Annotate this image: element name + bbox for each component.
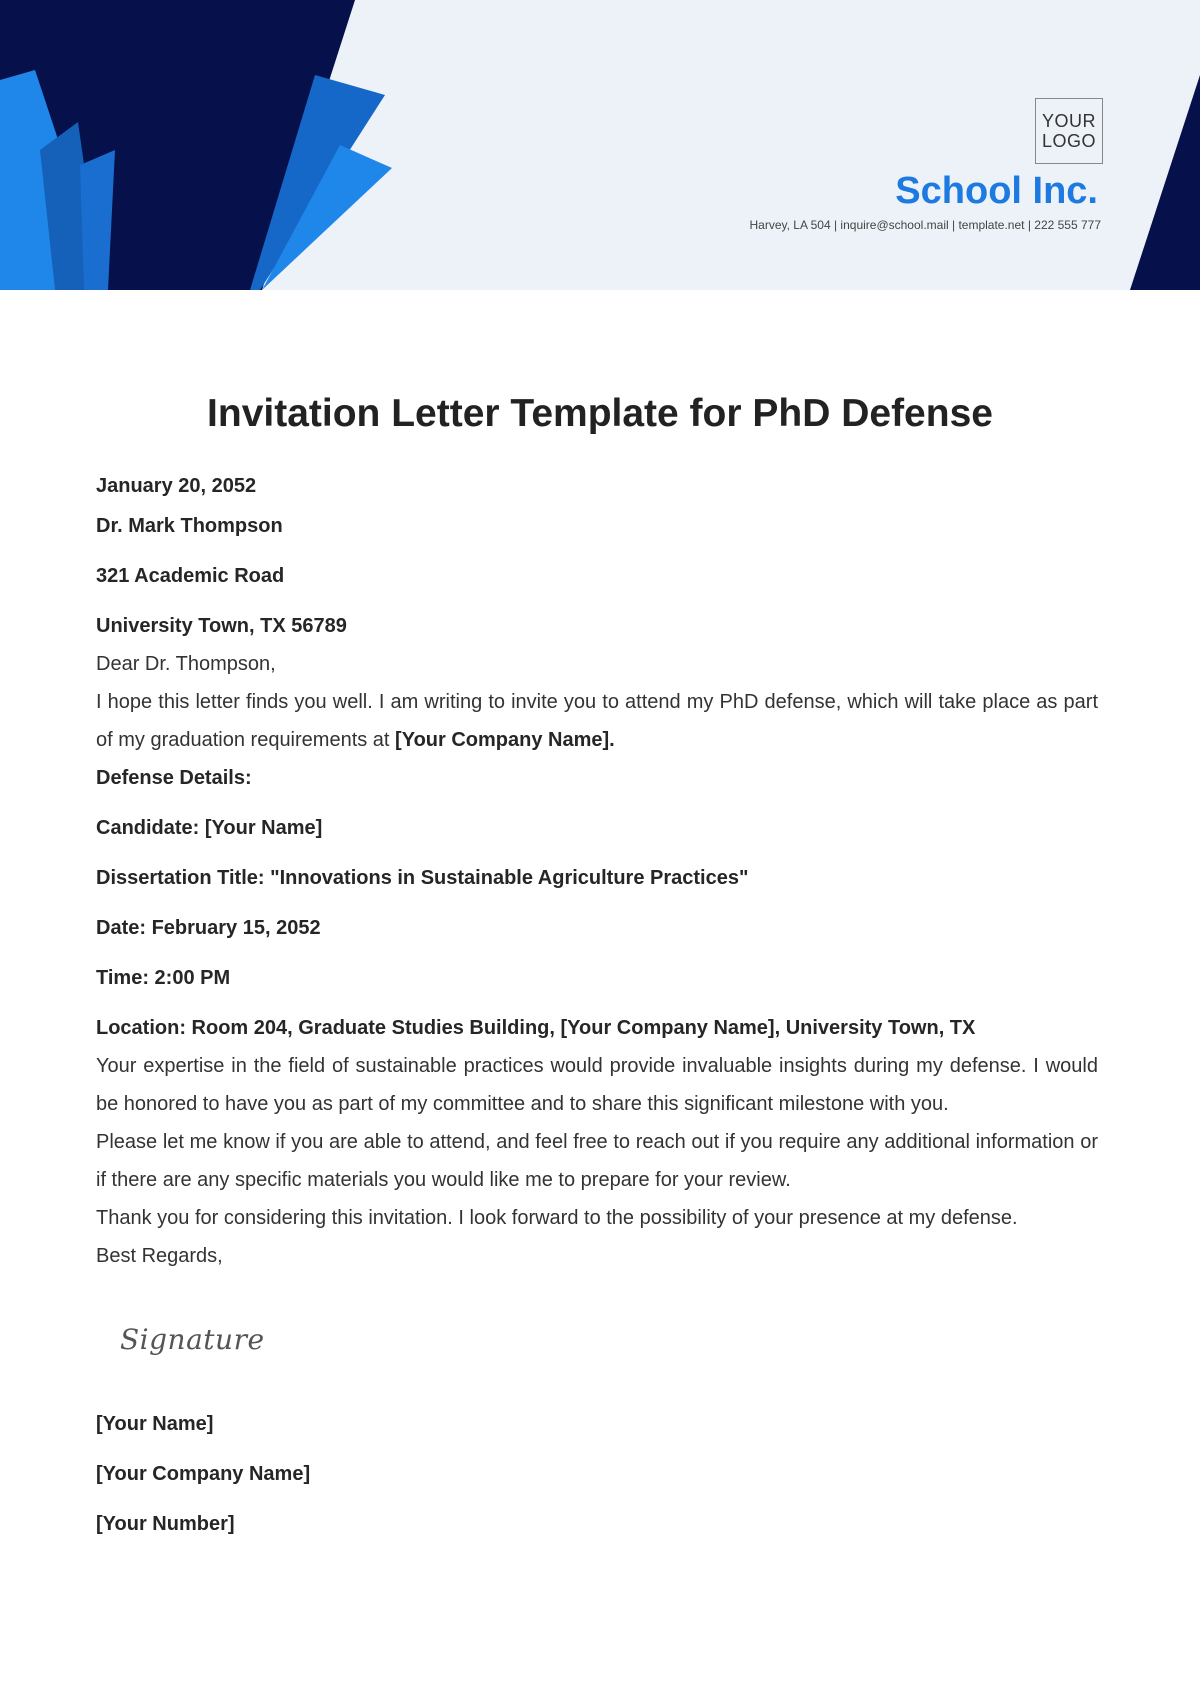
detail-candidate: Candidate: [Your Name] bbox=[96, 817, 323, 839]
expertise-paragraph: Your expertise in the field of sustainable practices would provide invaluable insights during my defense. I would be honored to have you as part of my committee and to share this significant milestone with you. bbox=[96, 1055, 1098, 1115]
logo-placeholder: YOUR LOGO bbox=[1035, 98, 1103, 164]
letterhead-decoration bbox=[0, 0, 1200, 290]
signature: Signature bbox=[120, 1323, 265, 1356]
salutation: Dear Dr. Thompson, bbox=[96, 653, 276, 675]
sender-number: [Your Number] bbox=[96, 1513, 235, 1535]
recipient-city: University Town, TX 56789 bbox=[96, 615, 347, 637]
intro-paragraph: I hope this letter finds you well. I am writing to invite you to attend my PhD defense, which will take place as part of my graduation requirements at [Your Company Name]. bbox=[96, 691, 1098, 751]
letter-title: Invitation Letter Template for PhD Defense bbox=[207, 392, 993, 435]
detail-date: Date: February 15, 2052 bbox=[96, 917, 321, 939]
letter-body bbox=[96, 467, 1098, 1543]
detail-time: Time: 2:00 PM bbox=[96, 967, 231, 989]
sender-company: [Your Company Name] bbox=[96, 1463, 311, 1485]
detail-location: Location: Room 204, Graduate Studies Building, [Your Company Name], University Town, TX bbox=[96, 1017, 976, 1039]
detail-dissertation: Dissertation Title: "Innovations in Sustainable Agriculture Practices" bbox=[96, 867, 749, 889]
closing: Best Regards, bbox=[96, 1245, 223, 1267]
intro-company: [Your Company Name]. bbox=[395, 729, 615, 751]
recipient-name: Dr. Mark Thompson bbox=[96, 515, 283, 537]
letter-date: January 20, 2052 bbox=[96, 475, 257, 497]
recipient-street: 321 Academic Road bbox=[96, 565, 285, 587]
contact-line: Harvey, LA 504 | inquire@school.mail | template.net | 222 555 777 bbox=[749, 218, 1101, 232]
sender-name: [Your Name] bbox=[96, 1413, 214, 1435]
details-heading: Defense Details: bbox=[96, 767, 252, 789]
company-name: School Inc. bbox=[895, 170, 1098, 212]
thanks-paragraph: Thank you for considering this invitation. I look forward to the possibility of your presence at my defense. bbox=[96, 1207, 1018, 1229]
attend-paragraph: Please let me know if you are able to attend, and feel free to reach out if you require any additional information or if there are any specific materials you would like me to prepare for your review. bbox=[96, 1131, 1098, 1191]
letterhead bbox=[0, 0, 1200, 290]
